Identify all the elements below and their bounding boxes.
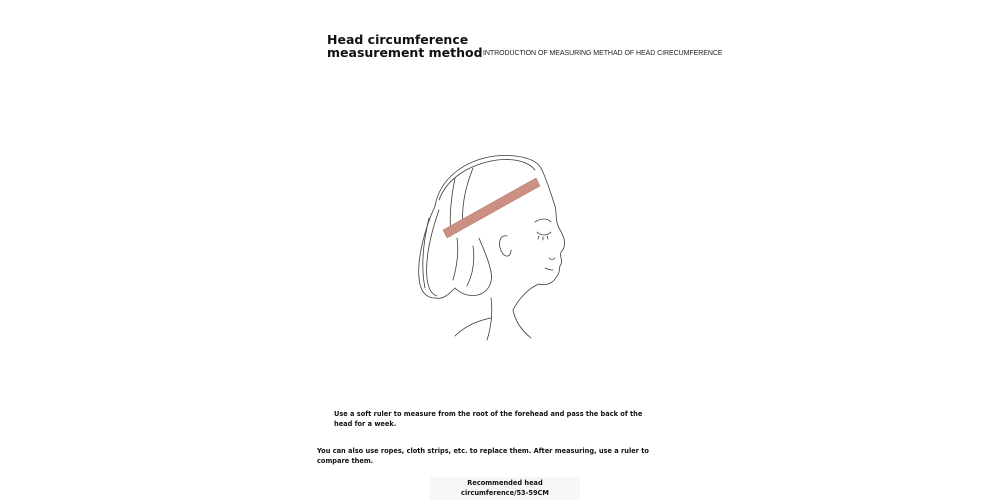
recommended-circumference-box [430, 477, 580, 500]
instruction-paragraph-2: You can also use ropes, cloth strips, etc. to replace them. After measuring, use a ruler to compare them. [317, 447, 649, 465]
woman-head-profile-icon [395, 148, 580, 348]
title-line-2: measurement method [327, 45, 483, 60]
page-subtitle: INTRODUCTION OF MEASURING METHAD OF HEAD CIRECUMFERENCE [483, 50, 723, 57]
measuring-tape-icon [443, 178, 540, 238]
page-title [327, 33, 487, 59]
head-measurement-illustration [395, 148, 580, 348]
instruction-paragraph-1: Use a soft ruler to measure from the root of the forehead and pass the back of the head for a week. [334, 410, 643, 428]
title-line-1: Head circumference [327, 32, 469, 47]
recommended-label: Recommended head [467, 479, 543, 487]
recommended-value: circumference/53-59CM [461, 488, 549, 497]
